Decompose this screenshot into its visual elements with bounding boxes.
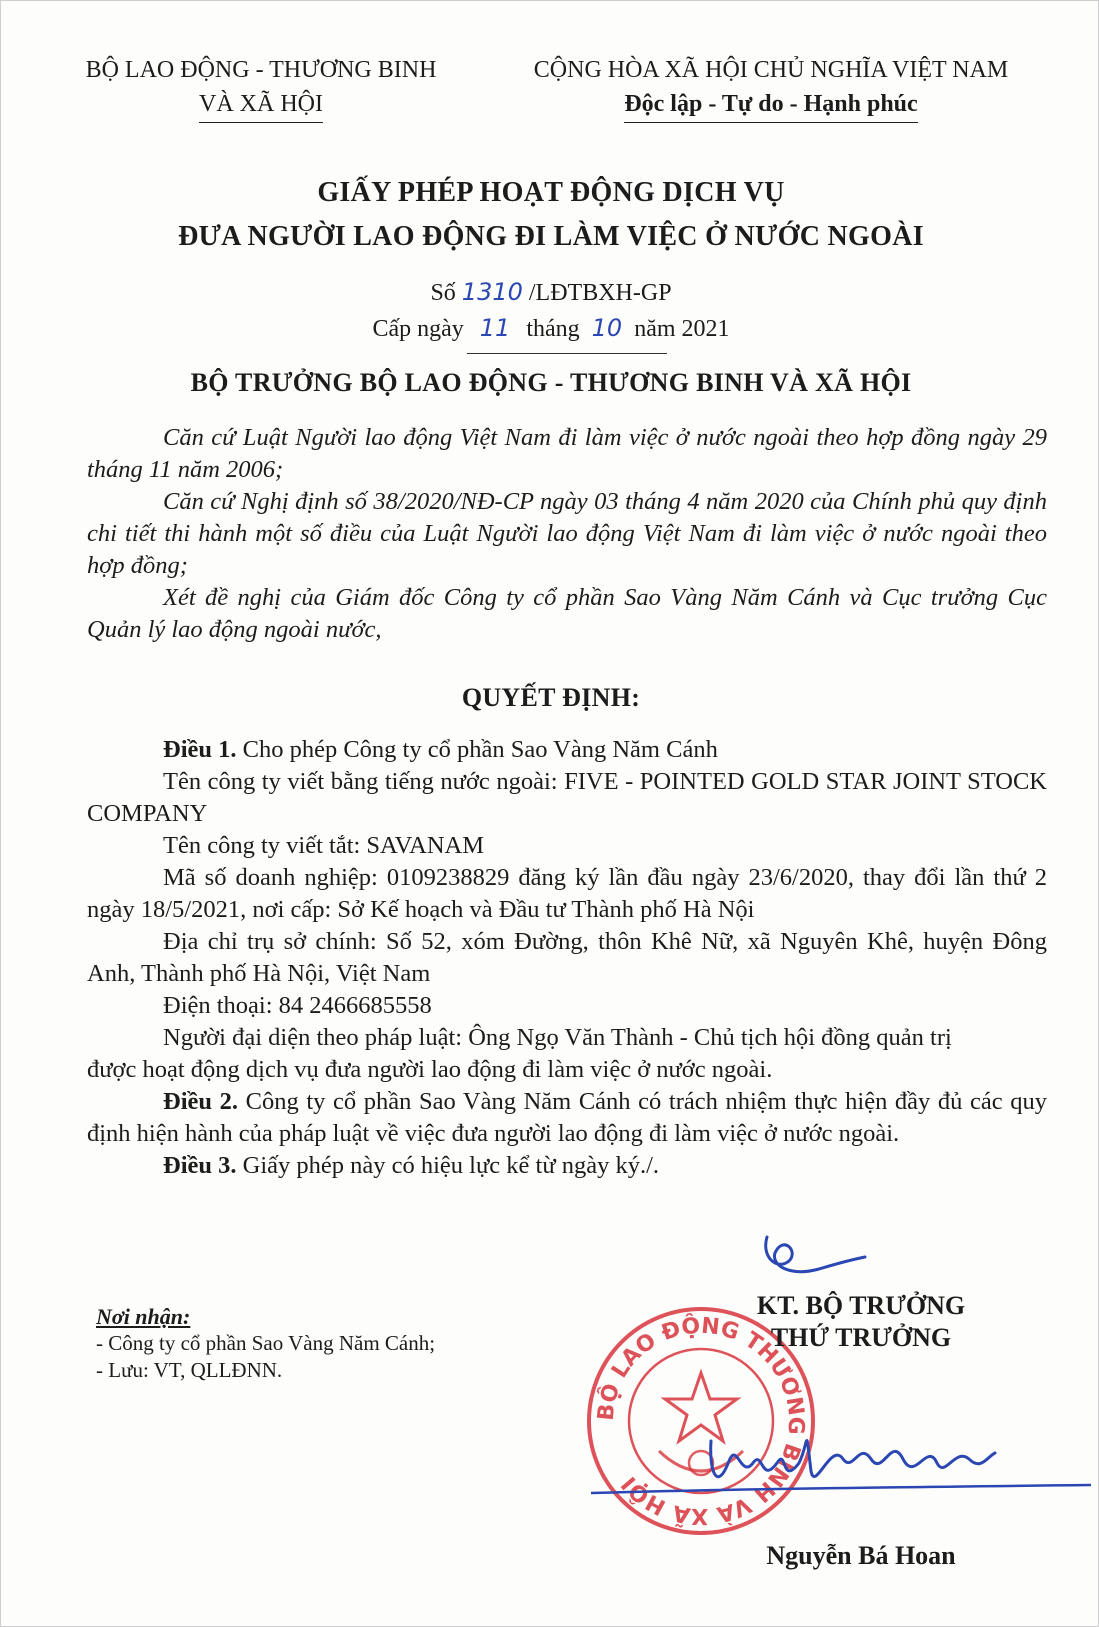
article-1-label: Điều 1. [163, 736, 237, 763]
article-1-text: Cho phép Công ty cổ phần Sao Vàng Năm Cánh [242, 736, 718, 763]
issuing-agency [61, 53, 461, 123]
number-suffix: /LĐTBXH-GP [528, 280, 672, 306]
month-label: tháng [526, 316, 580, 342]
recipients-label: Nơi nhận: [96, 1304, 191, 1329]
article-3 [87, 1150, 1047, 1182]
preamble-item: Căn cứ Luật Người lao động Việt Nam đi làm việc ở nước ngoài theo hợp đồng ngày 29 tháng 11 năm 2006; [87, 424, 1047, 483]
national-motto [501, 53, 1041, 123]
article-1 [87, 734, 1047, 766]
recipient-item: - Công ty cổ phần Sao Vàng Năm Cánh; [96, 1331, 436, 1355]
preamble [87, 422, 1047, 646]
issue-date [41, 314, 1061, 343]
handwritten-month: 10 [591, 314, 623, 342]
foreign-name: Tên công ty viết bằng tiếng nước ngoài: FIVE - POINTED GOLD STAR JOINT STOCK COMPANY [87, 768, 1047, 827]
document-title-line-1: GIẤY PHÉP HOẠT ĐỘNG DỊCH VỤ [317, 177, 785, 208]
article-2-text: Công ty cổ phần Sao Vàng Năm Cánh có trách nhiệm thực hiện đầy đủ các quy định hiện hành của pháp luật về việc đưa người lao động đi làm việc ở nước ngoài. [87, 1088, 1048, 1147]
head-office-address: Địa chỉ trụ sở chính: Số 52, xóm Đường, thôn Khê Nữ, xã Nguyên Khê, huyện Đông Anh, Thành phố Hà Nội, Việt Nam [87, 928, 1047, 987]
agency-line-2: VÀ XÃ HỘI [199, 87, 323, 123]
number-prefix: Số [430, 280, 456, 306]
recipients [96, 1303, 435, 1384]
business-code: Mã số doanh nghiệp: 0109238829 đăng ký lần đầu ngày 23/6/2020, thay đổi lần thứ 2 ngày 18/5/2021, nơi cấp: Sở Kế hoạch và Đầu tư Thành phố Hà Nội [87, 864, 1047, 923]
date-prefix: Cấp ngày [372, 316, 464, 342]
document-title-line-2: ĐƯA NGƯỜI LAO ĐỘNG ĐI LÀM VIỆC Ở NƯỚC NGOÀI [178, 221, 924, 252]
phone: Điện thoại: 84 2466685558 [163, 992, 432, 1019]
year-text: năm 2021 [634, 316, 730, 342]
article-3-label: Điều 3. [163, 1152, 237, 1179]
document-number [41, 278, 1061, 307]
seal-ring-text: BỘ LAO ĐỘNG THƯƠNG BINH VÀ XÃ HỘI [593, 1313, 809, 1529]
signature-title-2: THỨ TRƯỞNG [770, 1323, 952, 1352]
article-2 [87, 1086, 1047, 1150]
preamble-item: Xét đề nghị của Giám đốc Công ty cổ phần Sao Vàng Năm Cánh và Cục trưởng Cục Quản lý lao động ngoài nước, [87, 584, 1047, 643]
initial-mark [759, 1227, 869, 1287]
short-name: Tên công ty viết tắt: SAVANAM [163, 832, 484, 859]
article-2-label: Điều 2. [163, 1088, 238, 1115]
handwritten-signature [591, 1401, 1091, 1511]
agency-line-1: BỘ LAO ĐỘNG - THƯƠNG BINH [85, 57, 437, 83]
preamble-item: Căn cứ Nghị định số 38/2020/NĐ-CP ngày 03 tháng 4 năm 2020 của Chính phủ quy định chi tiết thi hành một số điều của Luật Người lao động Việt Nam đi làm việc ở nước ngoài theo hợp đồng; [87, 488, 1047, 579]
signature-title-1: KT. BỘ TRƯỞNG [756, 1291, 966, 1320]
article-3-text: Giấy phép này có hiệu lực kể từ ngày ký./. [242, 1152, 660, 1179]
divider [467, 353, 667, 354]
handwritten-day: 11 [479, 314, 511, 342]
issuing-authority: BỘ TRƯỞNG BỘ LAO ĐỘNG - THƯƠNG BINH VÀ XÃ HỘI [190, 368, 912, 397]
article-1-closing: được hoạt động dịch vụ đưa người lao động đi làm việc ở nước ngoài. [87, 1056, 773, 1083]
handwritten-number: 1310 [461, 278, 523, 306]
decision-heading: QUYẾT ĐỊNH: [461, 683, 641, 712]
motto: Độc lập - Tự do - Hạnh phúc [624, 87, 917, 123]
signer-name: Nguyễn Bá Hoan [766, 1541, 956, 1570]
recipient-item: - Lưu: VT, QLLĐNN. [96, 1358, 283, 1382]
legal-representative: Người đại diện theo pháp luật: Ông Ngọ Văn Thành - Chủ tịch hội đồng quản trị [163, 1024, 952, 1051]
articles [87, 734, 1047, 1182]
country-name: CỘNG HÒA XÃ HỘI CHỦ NGHĨA VIỆT NAM [533, 57, 1009, 83]
